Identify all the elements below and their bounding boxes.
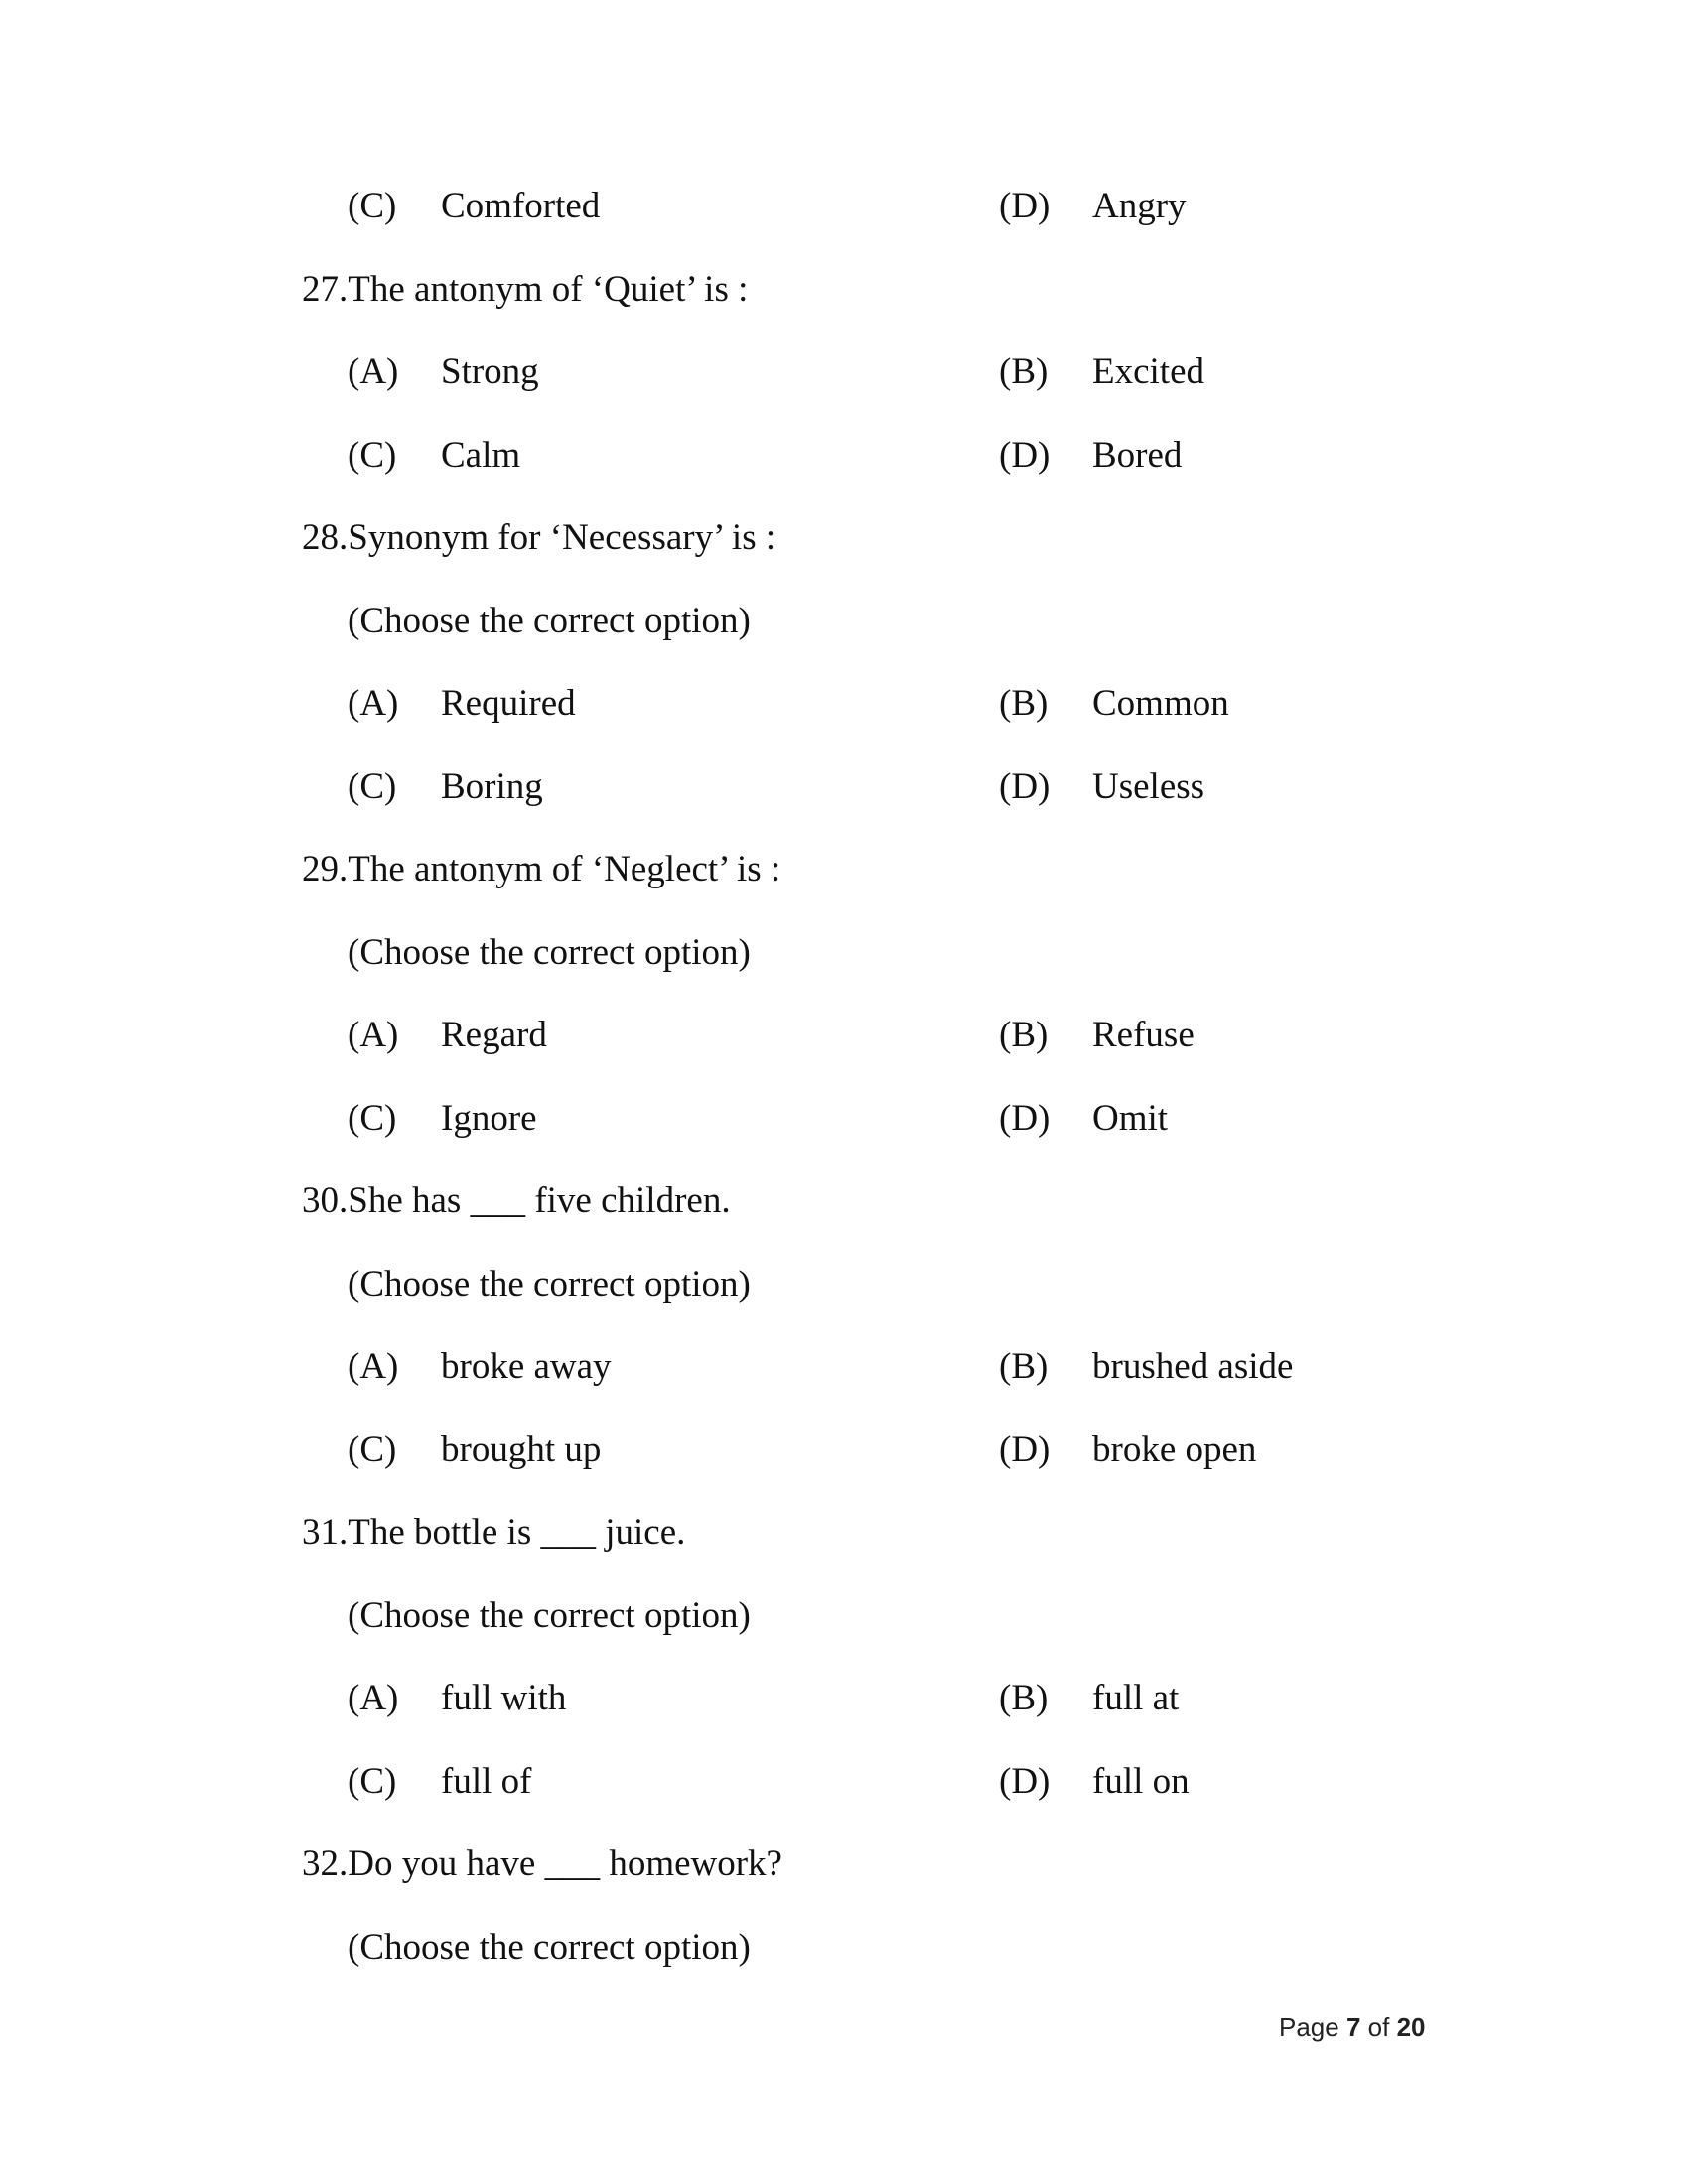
- option-letter: (C): [348, 766, 397, 807]
- option-text: Calm: [441, 435, 521, 476]
- option-letter: (D): [999, 1430, 1051, 1470]
- option-text: Ignore: [441, 1098, 537, 1139]
- q32-instruction: (Choose the correct option): [348, 1927, 751, 1968]
- question-text: The antonym of ‘Quiet’ is :: [348, 269, 749, 310]
- q32-stem: [302, 1843, 782, 1886]
- option-text: Strong: [441, 351, 539, 392]
- option-text: full of: [441, 1761, 532, 1802]
- page-footer: [1279, 2011, 1426, 2043]
- option-text: Angry: [1092, 186, 1187, 226]
- option-letter: (D): [999, 1761, 1051, 1802]
- option-text: Boring: [441, 766, 543, 807]
- page-label: Page: [1279, 2012, 1339, 2042]
- option-text: full on: [1092, 1761, 1190, 1802]
- option-text: Omit: [1092, 1098, 1169, 1139]
- option-letter: (C): [348, 1430, 397, 1470]
- option-letter: (C): [348, 1098, 397, 1139]
- option-letter: (B): [999, 1678, 1049, 1718]
- option-text: Useless: [1092, 766, 1205, 807]
- page-of-label: of: [1367, 2012, 1390, 2042]
- option-letter: (A): [348, 351, 399, 392]
- q31-stem: [302, 1511, 685, 1555]
- q28-instruction: (Choose the correct option): [348, 601, 751, 641]
- option-letter: (A): [348, 683, 399, 724]
- option-letter: (B): [999, 1015, 1049, 1055]
- question-text: The bottle is ___ juice.: [348, 1512, 686, 1553]
- option-letter: (B): [999, 351, 1049, 392]
- q31-instruction: (Choose the correct option): [348, 1595, 751, 1636]
- option-letter: (C): [348, 435, 397, 476]
- option-text: broke away: [441, 1346, 612, 1387]
- option-text: Required: [441, 683, 576, 724]
- question-number: 30.: [302, 1180, 349, 1221]
- option-text: Common: [1092, 683, 1229, 724]
- option-text: Regard: [441, 1015, 547, 1055]
- question-number: 27.: [302, 269, 349, 310]
- question-text: Synonym for ‘Necessary’ is :: [348, 517, 776, 558]
- q29-instruction: (Choose the correct option): [348, 932, 751, 973]
- q29-stem: [302, 848, 780, 891]
- option-text: Refuse: [1092, 1015, 1195, 1055]
- page-number: 7: [1345, 2012, 1361, 2042]
- q30-stem: [302, 1179, 731, 1223]
- question-number: 28.: [302, 517, 349, 558]
- option-letter: (D): [999, 1098, 1051, 1139]
- question-number: 31.: [302, 1512, 349, 1553]
- question-text: The antonym of ‘Neglect’ is :: [348, 849, 781, 889]
- option-text: brought up: [441, 1430, 602, 1470]
- option-letter: (D): [999, 435, 1051, 476]
- question-number: 32.: [302, 1843, 349, 1884]
- option-letter: (C): [348, 1761, 397, 1802]
- option-letter: (B): [999, 683, 1049, 724]
- question-text: Do you have ___ homework?: [348, 1843, 782, 1884]
- q28-stem: [302, 516, 775, 560]
- q30-instruction: (Choose the correct option): [348, 1264, 751, 1304]
- option-text: full with: [441, 1678, 567, 1718]
- question-text: She has ___ five children.: [348, 1180, 731, 1221]
- option-text: Excited: [1092, 351, 1205, 392]
- option-text: Comforted: [441, 186, 601, 226]
- option-letter: (A): [348, 1678, 399, 1718]
- q27-stem: [302, 268, 748, 312]
- option-letter: (B): [999, 1346, 1049, 1387]
- option-letter: (A): [348, 1346, 399, 1387]
- option-letter: (D): [999, 766, 1051, 807]
- option-text: broke open: [1092, 1430, 1257, 1470]
- option-letter: (D): [999, 186, 1051, 226]
- option-text: Bored: [1092, 435, 1183, 476]
- option-letter: (A): [348, 1015, 399, 1055]
- question-number: 29.: [302, 849, 349, 889]
- option-letter: (C): [348, 186, 397, 226]
- page-total: 20: [1396, 2012, 1426, 2042]
- option-text: full at: [1092, 1678, 1180, 1718]
- option-text: brushed aside: [1092, 1346, 1294, 1387]
